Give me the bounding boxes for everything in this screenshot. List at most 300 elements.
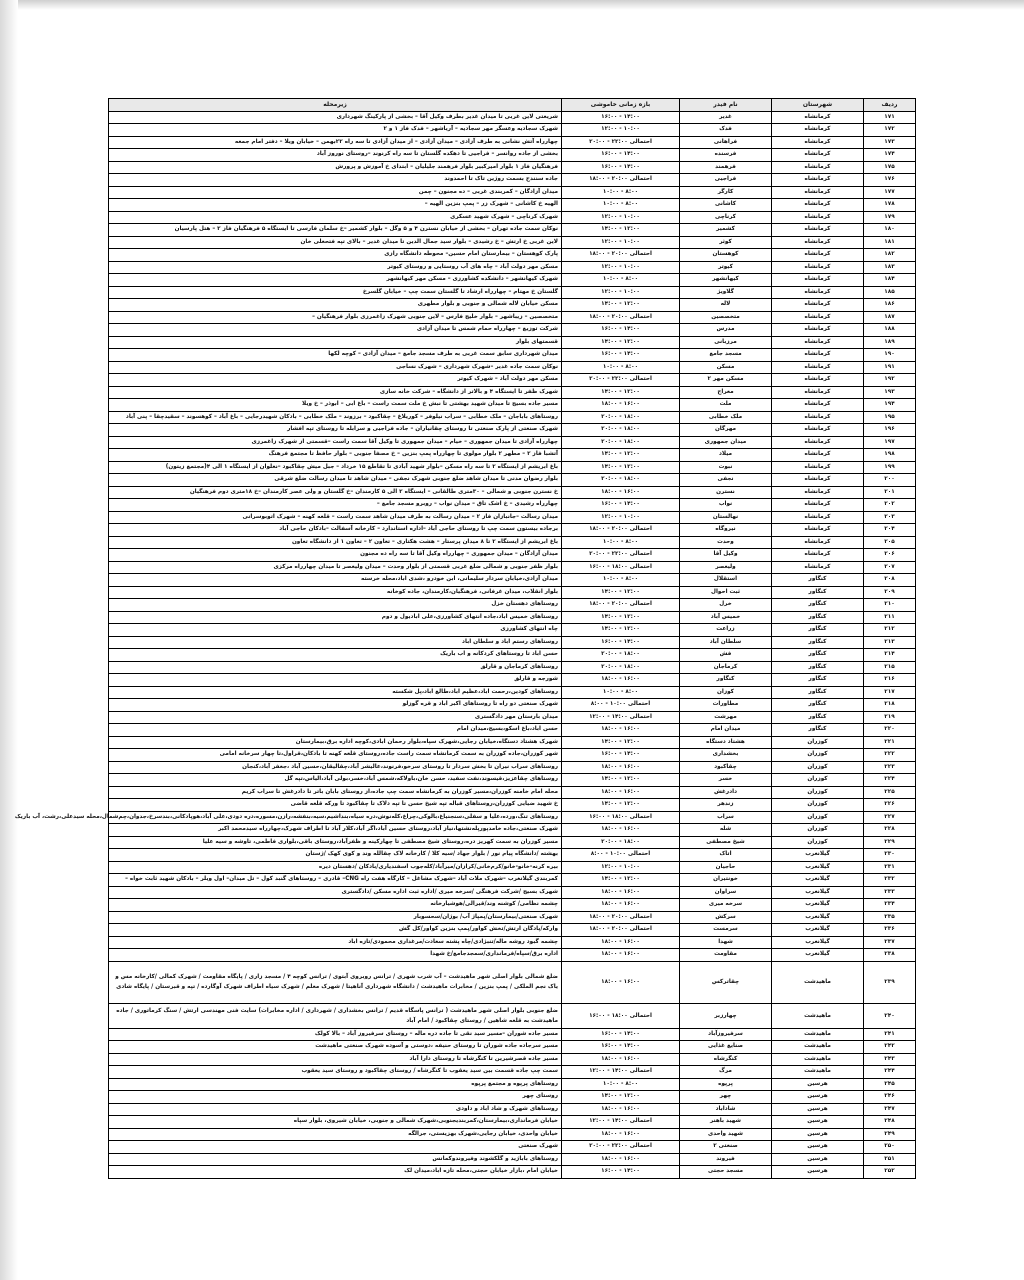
- cell-time-window: ۱۸:۰۰ - ۲۰:۰۰: [562, 474, 680, 487]
- cell-feeder: سلطان آباد: [680, 636, 772, 649]
- table-row: [109, 886, 916, 899]
- cell-city: گیلانغرب: [772, 899, 864, 912]
- cell-row-number: ۱۷۷: [864, 186, 916, 199]
- cell-time-window: احتمالی ۱۸:۰۰ - ۱۶:۰۰: [562, 811, 680, 824]
- cell-feeder: نواب: [680, 499, 772, 512]
- cell-city: کوزران: [772, 749, 864, 762]
- cell-areas: قسمتهای بلوار: [109, 336, 562, 349]
- cell-feeder: پرپوه: [680, 1078, 772, 1091]
- cell-areas: میدان شهرداری سابق سمت غربی به طرف مسجد جامع – میدان آزادی – کوچه لکها: [109, 349, 562, 362]
- cell-row-number: ۲۵۰: [864, 1141, 916, 1154]
- table-row: [109, 711, 916, 724]
- cell-time-window: ۱۴:۰۰ - ۱۶:۰۰: [562, 349, 680, 362]
- cell-feeder: فیروند: [680, 1153, 772, 1166]
- cell-row-number: ۲۳۰: [864, 849, 916, 862]
- cell-areas: برجاده بیستون سمت چپ تا روستای حاجی آباد –اداره استاندارد – کارخانه آسفالت –بادکان حاجی آباد: [109, 524, 562, 537]
- table-row: [109, 524, 916, 537]
- cell-time-window: ۱۶:۰۰ - ۱۸:۰۰: [562, 1128, 680, 1141]
- cell-time-window: ۱۶:۰۰ - ۱۸:۰۰: [562, 1153, 680, 1166]
- cell-city: کرمانشاه: [772, 349, 864, 362]
- cell-feeder: نجفی: [680, 474, 772, 487]
- table-row: [109, 324, 916, 337]
- cell-areas: الهیه خ کاشانی – شهرک زر – پمپ بنزین الهیه –: [109, 199, 562, 212]
- cell-row-number: ۲۰۶: [864, 549, 916, 562]
- cell-row-number: ۲۳۲: [864, 874, 916, 887]
- cell-time-window: ۱۰:۰۰ - ۱۲:۰۰: [562, 286, 680, 299]
- cell-row-number: ۲۰۷: [864, 561, 916, 574]
- cell-city: کرمانشاه: [772, 549, 864, 562]
- table-row: [109, 1103, 916, 1116]
- table-row: [109, 374, 916, 387]
- cell-row-number: ۲۴۲: [864, 1041, 916, 1054]
- table-row: [109, 874, 916, 887]
- cell-city: کرمانشاه: [772, 161, 864, 174]
- cell-city: کوزران: [772, 811, 864, 824]
- cell-row-number: ۲۲۵: [864, 786, 916, 799]
- header-feeder: نام فیدر: [680, 99, 772, 112]
- cell-time-window: احتمالی ۲۰:۰۰ - ۱۸:۰۰: [562, 524, 680, 537]
- cell-areas: شهرک کرناچی – شهرک شهید عسکری: [109, 211, 562, 224]
- table-row: [109, 261, 916, 274]
- cell-areas: روستای چهر: [109, 1091, 562, 1104]
- table-row: [109, 899, 916, 912]
- cell-areas: مسیر جاده بسیج تا میدان شهید بهشتی تا نبش خ ملت سمت راست – باغ ابی – ابوذر – خ ویلا: [109, 399, 562, 412]
- cell-feeder: هشتاد دستگاه: [680, 736, 772, 749]
- cell-time-window: ۱۶:۰۰ - ۱۸:۰۰: [562, 786, 680, 799]
- table-row: [109, 511, 916, 524]
- table-row: [109, 911, 916, 924]
- cell-feeder: کرناچی: [680, 211, 772, 224]
- table-row: [109, 686, 916, 699]
- cell-areas: روستاهای کودین،رحمت اباد،عظیم اباد،طالع اباد،پل شکسته: [109, 686, 562, 699]
- cell-areas: شهرک بسیج /شرکت فرهنگی /سرخه میری /اداره ثبت اداره مسکن /دادگستری: [109, 886, 562, 899]
- cell-areas: شریعتی لاین غربی تا میدان غدیر بطرف وکیل آقا – بخشی از پارکینگ شهرداری: [109, 111, 562, 124]
- cell-city: کرمانشاه: [772, 336, 864, 349]
- cell-city: کرمانشاه: [772, 299, 864, 312]
- cell-time-window: احتمالی ۲۲:۰۰ - ۲۰:۰۰: [562, 549, 680, 562]
- cell-city: ماهیدشت: [772, 1066, 864, 1079]
- cell-areas: چهارراه رشیدی – خ اشک تاق – میدان نواب – روبرو مسجد جامع –: [109, 499, 562, 512]
- cell-feeder: کوثر: [680, 236, 772, 249]
- cell-city: گیلانغرب: [772, 949, 864, 962]
- cell-areas: میدان آزادگان – کمربندی غربی – ده مجنون – چمن: [109, 186, 562, 199]
- cell-feeder: صنایع غذایی: [680, 1041, 772, 1054]
- cell-row-number: ۲۳۱: [864, 861, 916, 874]
- cell-row-number: ۲۰۵: [864, 536, 916, 549]
- cell-row-number: ۲۱۰: [864, 599, 916, 612]
- cell-areas: روستاهای خمیس اباد،جاده انتهای کشاورزی،علی ابادیول و دوم: [109, 611, 562, 624]
- cell-areas: آتشبا فاز ۲ – مطهر ۲ بلوار مولوی تا چهارراه پمپ بنزین – خ مصفا جنوبی – بلوار حافظ تا مجتمع فرهنگ: [109, 449, 562, 462]
- cell-areas: روستاهای باباژید و گلکشوند وفیروندوکمانس: [109, 1153, 562, 1166]
- table-row: [109, 836, 916, 849]
- cell-feeder: مسجد جامع: [680, 349, 772, 362]
- cell-feeder: مسجد حجتی: [680, 1166, 772, 1179]
- cell-time-window: ۱۸:۰۰ - ۲۰:۰۰: [562, 836, 680, 849]
- cell-city: گیلانغرب: [772, 874, 864, 887]
- cell-areas: میدان آزادی،خیابان سردار سلیمانی، ابن خودرو ،شدی اباد،محله خرسته: [109, 574, 562, 587]
- cell-row-number: ۲۲۷: [864, 811, 916, 824]
- cell-feeder: مسکن مهر ۲: [680, 374, 772, 387]
- cell-feeder: چقاکبود: [680, 761, 772, 774]
- cell-city: کوزران: [772, 799, 864, 812]
- cell-city: گیلانغرب: [772, 886, 864, 899]
- cell-city: ماهیدشت: [772, 1003, 864, 1028]
- cell-row-number: ۱۷۵: [864, 161, 916, 174]
- cell-areas: میدان آزادگان – میدان جمهوری – چهارراه وکیل آقا تا سه راه ده مجنون: [109, 549, 562, 562]
- cell-row-number: ۲۰۳: [864, 511, 916, 524]
- cell-time-window: ۱۲:۰۰ - ۱۴:۰۰: [562, 611, 680, 624]
- cell-row-number: ۲۴۶: [864, 1091, 916, 1104]
- table-row: [109, 1066, 916, 1079]
- table-header-row: [109, 99, 916, 112]
- cell-row-number: ۲۴۸: [864, 1116, 916, 1129]
- cell-row-number: ۲۲۳: [864, 761, 916, 774]
- cell-areas: چشمه گبود روشه ماله/تنبژادی/چاه پشته سعادت/مرغداری محمودی/تازه اباد: [109, 936, 562, 949]
- cell-areas: خیابان فرمانداری،بیمارستان،کمربندیجنوبی،شهرک شمالی و جنوبی، خیابان شیروی، بلوار سپاه: [109, 1116, 562, 1129]
- cell-row-number: ۲۲۸: [864, 824, 916, 837]
- table-body: [14, 111, 916, 1178]
- table-row: [109, 149, 916, 162]
- cell-feeder: کوزان: [680, 686, 772, 699]
- cell-areas: حسن اباد تا روستاهای کردکانه و اب باریک: [109, 649, 562, 662]
- cell-time-window: ۸:۰۰ - ۱۰:۰۰: [562, 1078, 680, 1091]
- cell-row-number: ۲۲۴: [864, 774, 916, 787]
- table-row: [109, 349, 916, 362]
- table-row: [109, 861, 916, 874]
- table-row: [109, 699, 916, 712]
- cell-city: کرمانشاه: [772, 361, 864, 374]
- cell-row-number: ۲۴۳: [864, 1053, 916, 1066]
- cell-areas: مسکن مهر دولت آباد – شهرک کیوتر: [109, 374, 562, 387]
- table-row: [109, 949, 916, 962]
- cell-areas: خیابان امام ،بازار خیابان حجتی،محله تازه اباد،میدان لک: [109, 1166, 562, 1179]
- cell-areas: بهشته /دانشگاه پیام نور / بلوار جهاد /سیه کلا / کارخانه لاک چقالله وند و کوی کهک /ژستان: [109, 849, 562, 862]
- cell-feeder: شله: [680, 824, 772, 837]
- cell-time-window: ۱۲:۰۰ - ۱۴:۰۰: [562, 799, 680, 812]
- cell-time-window: ۱۸:۰۰ - ۲۰:۰۰: [562, 436, 680, 449]
- cell-areas: روستاهای کرماجان و قارلق: [109, 661, 562, 674]
- table-row: [109, 1166, 916, 1179]
- cell-time-window: ۱۲:۰۰ - ۱۴:۰۰: [562, 299, 680, 312]
- cell-time-window: ۱۰:۰۰ - ۱۲:۰۰: [562, 511, 680, 524]
- cell-feeder: چهارزبر: [680, 1003, 772, 1028]
- cell-time-window: ۱۸:۰۰ - ۲۰:۰۰: [562, 649, 680, 662]
- header-city: شهرستان: [772, 99, 864, 112]
- cell-feeder: میدان امام: [680, 724, 772, 737]
- table-row: [109, 436, 916, 449]
- cell-row-number: ۱۸۶: [864, 299, 916, 312]
- cell-city: کنگاور: [772, 724, 864, 737]
- cell-city: ماهیدشت: [772, 1053, 864, 1066]
- cell-city: کنگاور: [772, 649, 864, 662]
- cell-row-number: ۱۹۲: [864, 374, 916, 387]
- cell-areas: شهرک ظفر تا ایستگاه ۴ و بالاتر از دانشگاه – شرکت خانه سازی: [109, 386, 562, 399]
- table-row: [109, 624, 916, 637]
- cell-time-window: ۱۶:۰۰ - ۱۸:۰۰: [562, 1053, 680, 1066]
- cell-feeder: شهدا: [680, 936, 772, 949]
- cell-areas: مسکن خیابان لاله شمالی و جنوبی و بلوار مطهری: [109, 299, 562, 312]
- cell-feeder: متخصصین: [680, 311, 772, 324]
- cell-time-window: ۸:۰۰ - ۱۰:۰۰: [562, 199, 680, 212]
- cell-time-window: احتمالی ۲۰:۰۰ - ۱۸:۰۰: [562, 174, 680, 187]
- cell-city: کوزران: [772, 836, 864, 849]
- cell-row-number: ۲۴۱: [864, 1028, 916, 1041]
- cell-time-window: ۱۲:۰۰ - ۱۴:۰۰: [562, 736, 680, 749]
- cell-time-window: احتمالی ۲۰:۰۰ - ۱۸:۰۰: [562, 924, 680, 937]
- cell-feeder: حاجیان: [680, 861, 772, 874]
- cell-areas: میدان بارستان مهر دادگستری: [109, 711, 562, 724]
- table-row: [109, 574, 916, 587]
- table-row: [109, 124, 916, 137]
- cell-row-number: ۲۲۱: [864, 736, 916, 749]
- cell-city: کنگاور: [772, 599, 864, 612]
- cell-city: کرمانشاه: [772, 324, 864, 337]
- cell-city: کرمانشاه: [772, 399, 864, 412]
- cell-feeder: کوهستان: [680, 249, 772, 262]
- cell-feeder: شیخ مصطفی: [680, 836, 772, 849]
- table-row: [109, 1091, 916, 1104]
- cell-city: کوزران: [772, 761, 864, 774]
- cell-time-window: احتمالی ۲۰:۰۰ - ۱۸:۰۰: [562, 599, 680, 612]
- cell-row-number: ۱۸۸: [864, 324, 916, 337]
- cell-areas: حسن اباد،باغ اسکو،بسیج،میدان امام: [109, 724, 562, 737]
- cell-city: ماهیدشت: [772, 961, 864, 1003]
- cell-row-number: ۲۲۶: [864, 799, 916, 812]
- cell-row-number: ۲۳۵: [864, 911, 916, 924]
- cell-feeder: استقلال: [680, 574, 772, 587]
- cell-areas: مسیر سرجاده جاده شوران تا روستای حنیفه ،دوستی و آسوده شهرک صنعتی ماهیدشت: [109, 1041, 562, 1054]
- cell-row-number: ۲۱۱: [864, 611, 916, 624]
- cell-city: کرمانشاه: [772, 461, 864, 474]
- cell-city: کرمانشاه: [772, 136, 864, 149]
- header-areas: زیرمحله: [109, 99, 562, 112]
- cell-row-number: ۱۹۳: [864, 386, 916, 399]
- cell-feeder: فراهانی: [680, 136, 772, 149]
- cell-areas: روستاهای شهرک و شاد اباد و داودی: [109, 1103, 562, 1116]
- cell-areas: مسیر کوزران به سمت کهریز دره،روستای شیخ مصطفی تا چهارکینه و ظفرآباد،روستای باقی،بلواری فاطمی، تاوشه و سیه علیا: [109, 836, 562, 849]
- cell-areas: جاده سنندج بسمت روژین تاک تا احمدوند: [109, 174, 562, 187]
- cell-feeder: فرسنده: [680, 149, 772, 162]
- cell-time-window: ۸:۰۰ - ۱۰:۰۰: [562, 686, 680, 699]
- table-row: [109, 799, 916, 812]
- cell-feeder: مهرشت: [680, 711, 772, 724]
- cell-row-number: ۱۹۷: [864, 436, 916, 449]
- cell-time-window: ۸:۰۰ - ۱۰:۰۰: [562, 361, 680, 374]
- cell-time-window: ۱۲:۰۰ - ۱۴:۰۰: [562, 386, 680, 399]
- cell-city: کرمانشاه: [772, 474, 864, 487]
- cell-areas: کمربندی گیلانغرب –شهرک ملات آباد –شهرک مشاغل – کارگاه هفت راه CNG– قادری – روستاهای گنبد کول – تل میدان– اول ویلر – بادکان شهید ثابت خواه –: [109, 874, 562, 887]
- table-row: [109, 649, 916, 662]
- cell-time-window: ۸:۰۰ - ۱۰:۰۰: [562, 574, 680, 587]
- cell-city: ماهیدشت: [772, 1041, 864, 1054]
- cell-row-number: ۱۸۵: [864, 286, 916, 299]
- cell-time-window: ۱۲:۰۰ - ۱۴:۰۰: [562, 336, 680, 349]
- cell-feeder: کیوتر: [680, 261, 772, 274]
- cell-row-number: ۱۸۲: [864, 249, 916, 262]
- table-row: [109, 1128, 916, 1141]
- cell-feeder: مدرس: [680, 324, 772, 337]
- cell-row-number: ۱۹۶: [864, 424, 916, 437]
- table-row: [109, 749, 916, 762]
- table-row: [109, 549, 916, 562]
- table-row: [109, 636, 916, 649]
- cell-feeder: ولیعصر: [680, 561, 772, 574]
- cell-feeder: مسکن: [680, 361, 772, 374]
- cell-row-number: ۲۲۰: [864, 724, 916, 737]
- cell-feeder: کشمیر: [680, 224, 772, 237]
- cell-time-window: ۱۴:۰۰ - ۱۶:۰۰: [562, 499, 680, 512]
- scan-shadow-top: [0, 0, 1024, 10]
- cell-areas: روستاهای پرپوه و مجتمع پرپوه: [109, 1078, 562, 1091]
- cell-time-window: ۱۰:۰۰ - ۱۲:۰۰: [562, 236, 680, 249]
- cell-city: کنگاور: [772, 699, 864, 712]
- cell-row-number: ۲۵۲: [864, 1166, 916, 1179]
- cell-feeder: سرکش: [680, 911, 772, 924]
- cell-areas: متخصصین – زیباشهر – بلوار خلیج فارس – لاین جنوبی شهرک زاغمرزی بلوار فرهنگیان –: [109, 311, 562, 324]
- cell-city: کرمانشاه: [772, 374, 864, 387]
- cell-time-window: احتمالی ۱۸:۰۰ - ۱۶:۰۰: [562, 1003, 680, 1028]
- cell-areas: چاه انتهای کشاورزی: [109, 624, 562, 637]
- cell-row-number: ۲۴۰: [864, 1003, 916, 1028]
- cell-time-window: ۱۸:۰۰ - ۲۰:۰۰: [562, 411, 680, 424]
- cell-time-window: ۱۴:۰۰ - ۱۶:۰۰: [562, 149, 680, 162]
- table-row: [109, 736, 916, 749]
- cell-city: کوزران: [772, 736, 864, 749]
- table-row: [109, 224, 916, 237]
- cell-feeder: نبوت: [680, 461, 772, 474]
- cell-row-number: ۱۷۳: [864, 136, 916, 149]
- cell-city: کرمانشاه: [772, 224, 864, 237]
- cell-time-window: ۱۴:۰۰ - ۱۶:۰۰: [562, 1166, 680, 1179]
- cell-feeder: سراوان: [680, 886, 772, 899]
- cell-row-number: ۱۷۸: [864, 199, 916, 212]
- cell-time-window: ۱۴:۰۰ - ۱۶:۰۰: [562, 111, 680, 124]
- cell-city: هرسین: [772, 1141, 864, 1154]
- cell-row-number: ۲۱۹: [864, 711, 916, 724]
- cell-row-number: ۲۳۸: [864, 949, 916, 962]
- header-row-number: ردیف: [864, 99, 916, 112]
- cell-time-window: ۱۴:۰۰ - ۱۶:۰۰: [562, 161, 680, 174]
- cell-city: هرسین: [772, 1116, 864, 1129]
- cell-feeder: مرزبانی: [680, 336, 772, 349]
- cell-time-window: ۱۲:۰۰ - ۱۴:۰۰: [562, 774, 680, 787]
- cell-row-number: ۲۲۹: [864, 836, 916, 849]
- cell-city: کنگاور: [772, 636, 864, 649]
- table-row: [109, 399, 916, 412]
- cell-areas: خ شهید ضیایی کوزران،روستاهای قباله تپه شیخ حسن تا تپه دلاک تا چقاکبود تا ورکه قلعه قاضی: [109, 799, 562, 812]
- cell-areas: روستاهای چقاعزیز،قیسوند،نفت سفید، حسن خان،باولاکه،شمس آباد،خسر،بولی آباد،الیاس،تپه گل: [109, 774, 562, 787]
- table-row: [109, 1116, 916, 1129]
- cell-city: کرمانشاه: [772, 236, 864, 249]
- cell-feeder: غدیر: [680, 111, 772, 124]
- cell-time-window: ۱۲:۰۰ - ۱۴:۰۰: [562, 1091, 680, 1104]
- cell-areas: بیره کرنه-خانو-خانو/کرم‌خانی/کرازان/میرآباد/کله‌جوب اسفندیاری/بادکان /دهستان دیره: [109, 861, 562, 874]
- cell-feeder: خمیس آباد: [680, 611, 772, 624]
- cell-time-window: ۱۴:۰۰ - ۱۶:۰۰: [562, 1028, 680, 1041]
- table-row: [109, 936, 916, 949]
- cell-time-window: ۱۶:۰۰ - ۱۸:۰۰: [562, 674, 680, 687]
- cell-feeder: خونتیران: [680, 874, 772, 887]
- cell-row-number: ۱۹۱: [864, 361, 916, 374]
- cell-feeder: کنگرشاه: [680, 1053, 772, 1066]
- cell-areas: مسیر جاده شوران –مسیر سید نقی تا جاده دره ماله – روستای سرفیروز آباد – بالا کولک: [109, 1028, 562, 1041]
- cell-city: کرمانشاه: [772, 186, 864, 199]
- cell-time-window: ۱۲:۰۰ - ۱۴:۰۰: [562, 224, 680, 237]
- table-row: [109, 486, 916, 499]
- cell-areas: شهرک صنعتی،جاده خامدپورپله‌نشتها،نیاز آباد،روستای حسین آباد،اگر آباد،کلار آباد تا اطراف شهرک،چهارراه سیدمحمد اکبر: [109, 824, 562, 837]
- cell-feeder: سرمست: [680, 924, 772, 937]
- cell-time-window: ۱۴:۰۰ - ۱۶:۰۰: [562, 749, 680, 762]
- table-row: [109, 274, 916, 287]
- cell-areas: لاین غربی خ ارتش – خ رشیدی – بلوار سید جمال الدین تا میدان غدیر – بالای تپه فتحعلی خان: [109, 236, 562, 249]
- table-row: [109, 961, 916, 1003]
- cell-time-window: احتمالی ۱۴:۰۰ - ۱۲:۰۰: [562, 1066, 680, 1079]
- cell-areas: شهرک کیهانشهر – دانشکده کشاورزی – مسکن مهر کیهانشهر: [109, 274, 562, 287]
- cell-areas: مسکن مهر دولت آباد – چاه های آب روستایی و روستای کیوتر: [109, 261, 562, 274]
- cell-areas: شهرک سجادیه وعسگر مهر سجادیه – آریاشهر – فدک فاز ۱ و ۲: [109, 124, 562, 137]
- cell-areas: نوکان سمت جاده غدیر –شهرک شهرداری – شهرک نساجی: [109, 361, 562, 374]
- cell-time-window: احتمالی ۱۴:۰۰ - ۱۲:۰۰: [562, 711, 680, 724]
- cell-city: کرمانشاه: [772, 411, 864, 424]
- cell-city: هرسین: [772, 1103, 864, 1116]
- table-row: [109, 161, 916, 174]
- cell-city: کنگاور: [772, 711, 864, 724]
- cell-feeder: زندهر: [680, 799, 772, 812]
- cell-areas: شهرک صنعتی/بیمارستان/پمپاژ آب/ بوژان/سحسوبار: [109, 911, 562, 924]
- cell-city: کرمانشاه: [772, 486, 864, 499]
- cell-city: گیلانغرب: [772, 861, 864, 874]
- cell-row-number: ۲۰۲: [864, 499, 916, 512]
- cell-row-number: ۲۱۵: [864, 661, 916, 674]
- cell-feeder: نیروگاه: [680, 524, 772, 537]
- cell-row-number: ۲۱۳: [864, 636, 916, 649]
- cell-row-number: ۲۰۰: [864, 474, 916, 487]
- cell-time-window: ۱۶:۰۰ - ۱۸:۰۰: [562, 949, 680, 962]
- cell-time-window: احتمالی ۱۴:۰۰ - ۱۲:۰۰: [562, 1116, 680, 1129]
- cell-time-window: ۱۲:۰۰ - ۱۴:۰۰: [562, 449, 680, 462]
- table-row: [109, 411, 916, 424]
- table-row: [109, 611, 916, 624]
- cell-areas: شهرک صنعتی از پارک صنعتی تا روستای چقانیاران – جاده فراجیی و سرابله تا روستای تپه افشار: [109, 424, 562, 437]
- table-row: [109, 599, 916, 612]
- cell-row-number: ۱۷۶: [864, 174, 916, 187]
- cell-city: کنگاور: [772, 661, 864, 674]
- cell-feeder: خسر: [680, 774, 772, 787]
- cell-city: کرمانشاه: [772, 311, 864, 324]
- cell-time-window: ۱۰:۰۰ - ۱۲:۰۰: [562, 211, 680, 224]
- cell-areas: میدان رسالت –جانبازان فاز ۲ – میدان رسالت به طرف میدان شاهد سمت راست – قلعه کهنه – شهرک اتوبوسرانی: [109, 511, 562, 524]
- cell-areas: شهرک هشتاد دستگاه،خیابان رجایی،شهرک سپاه،بلوار رحمان ابادی،کوچه اداره برق،بیمارستان: [109, 736, 562, 749]
- cell-areas: نوکان سمت جاده تهران – بخشی از خیابان نسترن ۴ و ۵ وگل – بلوار کشمیر –خ سلمان فارسی تا ایستگاه ۵ فرهنگیان فاز ۲ – هتل پارسیان: [109, 224, 562, 237]
- cell-feeder: نهالستان: [680, 511, 772, 524]
- cell-row-number: ۱۷۴: [864, 149, 916, 162]
- table-row: [109, 236, 916, 249]
- cell-row-number: ۱۸۹: [864, 336, 916, 349]
- cell-city: کنگاور: [772, 674, 864, 687]
- cell-city: کرمانشاه: [772, 424, 864, 437]
- cell-row-number: ۲۳۹: [864, 961, 916, 1003]
- cell-feeder: فش: [680, 649, 772, 662]
- cell-areas: روستاهای تنگ،ورده،علیا و سفلی،سنجنیاغ،بالوکی،چراغ،کله‌نوش،دره سیاه،بنداشیم،سیه،بنفشه،رازن،مسوره،دره دودی،علی آباد،هوپادکانی،بندسرخ،جدوان،چم‌شمال،محله سیدعلی،رشت، آب باریک: [109, 811, 562, 824]
- cell-time-window: احتمالی ۱۸:۰۰ - ۱۶:۰۰: [562, 561, 680, 574]
- cell-row-number: ۲۴۷: [864, 1103, 916, 1116]
- cell-row-number: ۱۹۴: [864, 399, 916, 412]
- cell-feeder: چهر: [680, 1091, 772, 1104]
- table-row: [109, 424, 916, 437]
- cell-row-number: ۲۴۴: [864, 1066, 916, 1079]
- cell-feeder: ثبت احوال: [680, 586, 772, 599]
- cell-city: کوزران: [772, 824, 864, 837]
